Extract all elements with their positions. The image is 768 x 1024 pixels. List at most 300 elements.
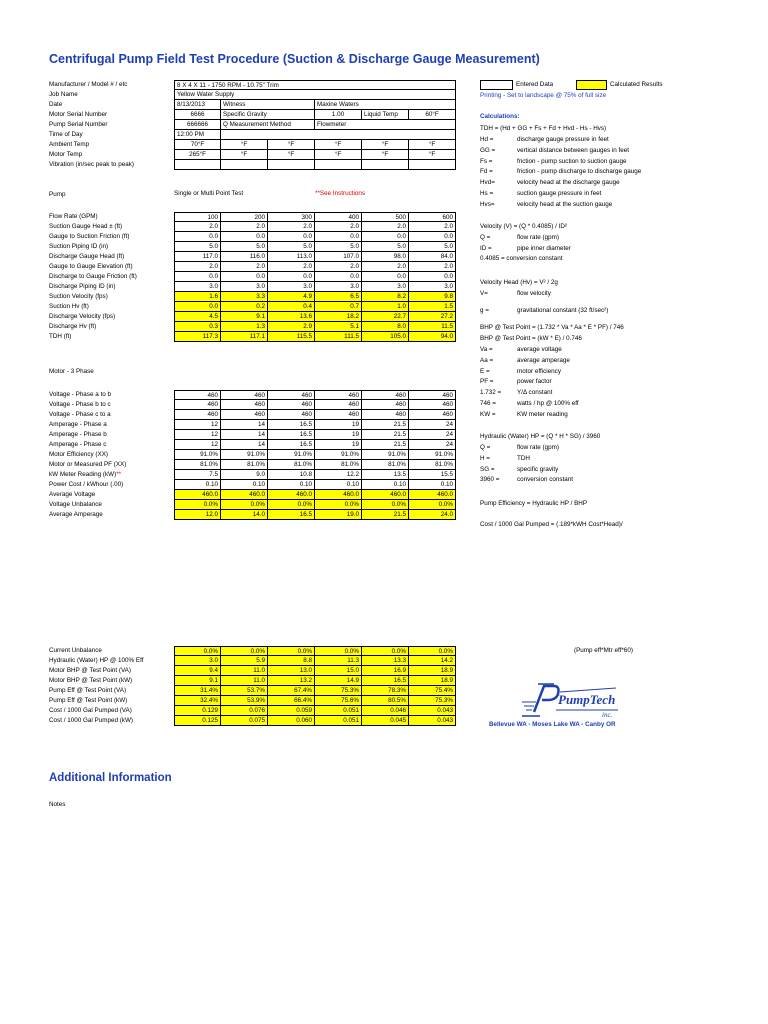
row-label-text: Amperage - Phase b [49,431,107,438]
definition-key: Aa = [480,356,494,364]
temp-cell[interactable]: 70°F [174,140,221,150]
value-cell: 15.0 [315,666,362,676]
definition-value: velocity head at the discharge gauge [517,179,620,187]
definition-row [480,135,609,146]
value-cell: 8.0 [362,322,409,332]
value-cell[interactable]: 0.0 [409,272,456,282]
value-cell[interactable]: 0.0 [268,272,315,282]
value-cell[interactable]: 24 [409,430,456,440]
value-cell: 0.0% [268,646,315,656]
value-cell[interactable]: 21.5 [362,440,409,450]
value-cell[interactable]: 460 [362,400,409,410]
value-cell[interactable]: 460 [221,390,268,400]
value-cell: 13.3 [362,656,409,666]
value-cell[interactable]: 460 [409,400,456,410]
value-cell[interactable]: 81.0% [362,460,409,470]
value-cell[interactable]: 117.0 [174,252,221,262]
value-cell[interactable]: 7.5 [174,470,221,480]
value-cell: 460.0 [268,490,315,500]
value-cell[interactable]: 2.0 [268,222,315,232]
value-cell[interactable]: 200 [221,212,268,222]
value-cell[interactable]: 0.0 [315,232,362,242]
header-label: Time of Day [49,131,83,138]
value-cell[interactable]: 2.0 [174,262,221,272]
table-row [174,332,456,342]
value-cell[interactable]: 84.0 [409,252,456,262]
value-cell[interactable]: 5.0 [221,242,268,252]
value-cell[interactable]: 81.0% [315,460,362,470]
row-label-text: Suction Hv (ft) [49,303,89,310]
temp-cell[interactable]: °F [315,140,362,150]
value-cell: 0.2 [221,302,268,312]
value-cell[interactable]: 2.0 [409,222,456,232]
header-label: Job Name [49,91,78,98]
value-cell[interactable]: 91.0% [409,450,456,460]
value-cell: 2.9 [268,322,315,332]
definition-value: flow velocity [517,290,551,297]
value-cell[interactable]: 400 [315,212,362,222]
row-label-text: Suction Velocity (fps) [49,293,108,300]
value-cell[interactable]: 5.0 [174,242,221,252]
definition-row [480,345,562,356]
value-cell[interactable]: 600 [409,212,456,222]
value-cell[interactable]: 12 [174,420,221,430]
value-cell[interactable]: 13.5 [362,470,409,480]
temp-cell[interactable]: °F [362,150,409,160]
value-cell[interactable]: 2.0 [362,222,409,232]
table-row [174,500,456,510]
value-cell: 0.0% [315,646,362,656]
value-cell[interactable]: 2.0 [221,262,268,272]
value-cell[interactable]: 91.0% [174,450,221,460]
definition-key: ID = [480,244,492,252]
definition-value: Y/Δ constant [517,389,553,397]
value-cell[interactable]: 460 [362,410,409,420]
definition-key: KW = [480,410,496,418]
value-cell[interactable]: 15.5 [409,470,456,480]
job-name-row [174,90,456,100]
temp-cell[interactable]: °F [409,140,456,150]
row-label [49,480,123,490]
table-row [174,430,456,440]
value-cell[interactable]: 91.0% [268,450,315,460]
definition-key: 3960 = [480,476,500,484]
temp-cell[interactable] [315,160,362,170]
value-cell[interactable]: 5.0 [362,242,409,252]
pump-section-label: Pump [49,191,66,198]
row-label [49,312,115,322]
value-cell[interactable]: 19 [315,440,362,450]
value-cell[interactable]: 460 [409,390,456,400]
value-cell[interactable]: 12 [174,430,221,440]
value-cell[interactable]: 14 [221,440,268,450]
value-cell[interactable]: 3.0 [221,282,268,292]
value-cell[interactable]: 2.0 [362,262,409,272]
temp-cell[interactable] [362,160,409,170]
value-cell[interactable]: 0.0 [362,232,409,242]
sg-cell[interactable]: 1.00 [315,110,362,120]
job-name-cell[interactable]: Yellow Water Supply [174,90,456,100]
value-cell[interactable]: 19 [315,430,362,440]
row-label [49,212,98,222]
row-label [49,656,143,666]
header-label: Vibration (in/sec peak to peak) [49,161,134,168]
value-cell[interactable]: 91.0% [315,450,362,460]
value-cell: 11.0 [221,676,268,686]
temp-cell[interactable]: °F [315,150,362,160]
value-cell: 460.0 [221,490,268,500]
value-cell[interactable]: 500 [362,212,409,222]
row-label [49,490,95,500]
value-cell[interactable]: 91.0% [221,450,268,460]
definition-row [480,465,558,476]
value-cell[interactable]: 81.0% [221,460,268,470]
row-label-text: Amperage - Phase a [49,421,107,428]
value-cell: 0.060 [268,716,315,726]
definition-row [480,399,579,410]
pump-serial-cell[interactable]: 666666 [174,120,221,130]
value-cell: 75.6% [315,696,362,706]
motor-temp-row [174,150,456,160]
value-cell[interactable]: 0.0 [174,272,221,282]
value-cell[interactable]: 100 [174,212,221,222]
table-row [174,676,456,686]
value-cell: 14.0 [221,510,268,520]
table-row [174,390,456,400]
definition-key: Hs = [480,190,494,197]
value-cell: 16.5 [362,676,409,686]
value-cell: 18.2 [315,312,362,322]
definition-key: PF = [480,378,494,386]
temp-cell[interactable]: 265°F [174,150,221,160]
value-cell[interactable]: 116.0 [221,252,268,262]
value-cell[interactable]: 91.0% [362,450,409,460]
value-cell: 0.076 [221,706,268,716]
value-cell: 0.0% [315,500,362,510]
value-cell: 53.7% [221,686,268,696]
value-cell[interactable]: 107.0 [315,252,362,262]
value-cell: 5.1 [315,322,362,332]
row-label [49,262,133,272]
definition-key: Q = [480,444,491,451]
row-label-text: Voltage - Phase c to a [49,411,111,418]
bhp-formula-va: BHP @ Test Point = (1.732 * Va * Aa * E * PF) / 746 [480,324,624,331]
row-label-text: Pump Eff @ Test Point (kW) [49,697,128,704]
value-cell: 9.4 [174,666,221,676]
temp-cell[interactable]: °F [409,150,456,160]
table-row [174,716,456,726]
value-cell: 0.043 [409,716,456,726]
value-cell[interactable]: 3.0 [315,282,362,292]
q-method-cell[interactable]: Flowmeter [315,120,456,130]
value-cell: 13.2 [268,676,315,686]
value-cell: 11.0 [221,666,268,676]
definition-value: conversion constant [517,476,574,484]
value-cell[interactable]: 0.0 [174,232,221,242]
value-cell: 14.9 [315,676,362,686]
value-cell[interactable]: 460 [362,390,409,400]
value-cell: 13.6 [268,312,315,322]
value-cell[interactable]: 460 [315,400,362,410]
value-cell[interactable]: 0.0 [221,272,268,282]
header-label: Motor Serial Number [49,111,108,118]
value-cell[interactable]: 0.0 [362,272,409,282]
value-cell[interactable]: 0.10 [174,480,221,490]
value-cell[interactable]: 3.0 [268,282,315,292]
value-cell[interactable]: 460 [221,400,268,410]
value-cell[interactable]: 460 [174,390,221,400]
value-cell[interactable]: 460 [174,400,221,410]
row-label-text: Gauge to Suction Friction (ft) [49,233,130,240]
ambient-temp-row [174,140,456,150]
definition-value: watts / hp @ 100% eff [517,400,579,407]
value-cell: 18.9 [409,676,456,686]
row-label [49,676,132,686]
value-cell[interactable]: 5.0 [409,242,456,252]
value-cell: 5.9 [221,656,268,666]
value-cell: 75.4% [409,686,456,696]
liquid-temp-label: Liquid Temp [362,110,409,120]
value-cell[interactable]: 460 [268,400,315,410]
table-row [174,322,456,332]
value-cell: 1.5 [409,302,456,312]
logo-inc: inc. [602,711,613,719]
velocity-head-formula: Velocity Head (Hv) = V² / 2g [480,279,558,286]
value-cell[interactable]: 2.0 [221,222,268,232]
row-label-text: Pump Eff @ Test Point (VA) [49,687,127,694]
value-cell[interactable]: 24 [409,420,456,430]
row-label [49,272,137,282]
table-row [174,450,456,460]
value-cell[interactable]: 2.0 [315,262,362,272]
value-cell: 0.075 [221,716,268,726]
value-cell[interactable]: 113.0 [268,252,315,262]
value-cell: 19.0 [315,510,362,520]
value-cell: 11.3 [315,656,362,666]
table-row [174,292,456,302]
value-cell[interactable]: 16.5 [268,420,315,430]
temp-cell[interactable]: °F [268,140,315,150]
value-cell: 0.4 [268,302,315,312]
table-row [174,470,456,480]
table-row [174,686,456,696]
value-cell: 3.0 [174,656,221,666]
value-cell: 460.0 [409,490,456,500]
definition-row [480,443,559,454]
definition-key: GG = [480,146,496,154]
table-row [174,232,456,242]
calculated-swatch [576,80,607,90]
value-cell[interactable]: 81.0% [174,460,221,470]
value-cell[interactable]: 16.5 [268,440,315,450]
value-cell: 0.045 [362,716,409,726]
definition-row [480,244,571,255]
row-label-text: Average Amperage [49,511,103,518]
temp-cell[interactable] [221,160,268,170]
value-cell[interactable]: 2.0 [315,222,362,232]
value-cell[interactable]: 460 [174,410,221,420]
value-cell: 27.2 [409,312,456,322]
definition-value: TDH [517,454,530,462]
value-cell: 4.9 [268,292,315,302]
value-cell[interactable]: 2.0 [268,262,315,272]
table-row [174,400,456,410]
value-cell[interactable]: 0.10 [221,480,268,490]
value-cell: 0.0 [174,302,221,312]
definition-row [480,377,552,388]
value-cell[interactable]: 0.0 [268,232,315,242]
definition-row [480,146,629,157]
table-row [174,262,456,272]
date-row [174,100,456,110]
velocity-constant: 0.4085 = conversion constant [480,255,563,262]
definition-value: motor efficiency [517,367,561,375]
temp-cell[interactable]: °F [268,150,315,160]
table-row [174,282,456,292]
definition-value: KW meter reading [517,410,568,418]
table-row [174,302,456,312]
row-label-text: Voltage - Phase a to b [49,391,111,398]
value-cell[interactable]: 16.5 [268,430,315,440]
witness-cell[interactable]: Maxine Waters [315,100,456,110]
definition-key: V= [480,290,488,297]
row-label-text: Motor or Measured PF (XX) [49,461,127,468]
header-label: Manufacturer / Model # / etc [49,81,128,88]
motor-serial-cell[interactable]: 6666 [174,110,221,120]
witness-label: Witness [221,100,315,110]
row-label-text: Motor Efficiency (XX) [49,451,109,458]
value-cell: 16.5 [268,510,315,520]
row-label-text: Discharge to Gauge Friction (ft) [49,273,137,280]
row-label-text: Gauge to Gauge Elevation (ft) [49,263,133,270]
entered-data-label: Entered Data [516,81,554,88]
row-label [49,440,106,450]
value-cell[interactable]: 24 [409,440,456,450]
value-cell[interactable]: 0.0 [409,232,456,242]
value-cell: 0.129 [174,706,221,716]
row-label [49,302,89,312]
temp-cell[interactable] [409,160,456,170]
see-instructions-note: **See Instructions [315,190,366,197]
value-cell[interactable]: 0.10 [409,480,456,490]
definition-row [480,356,570,367]
row-label [49,292,108,302]
value-cell[interactable]: 460 [315,410,362,420]
value-cell[interactable]: 9.0 [221,470,268,480]
value-cell[interactable]: 21.5 [362,420,409,430]
value-cell[interactable]: 300 [268,212,315,222]
value-cell[interactable]: 81.0% [268,460,315,470]
definition-row [480,189,601,200]
row-label-text: Discharge Piping ID (in) [49,283,116,290]
definition-row [480,200,612,211]
definition-key: Fs = [480,157,493,165]
header-label: Ambient Temp [49,141,90,148]
value-cell[interactable]: 3.0 [409,282,456,292]
table-row [174,440,456,450]
definition-value: average amperage [517,356,570,364]
table-row [174,420,456,430]
temp-cell[interactable]: °F [221,140,268,150]
bhp-formula-kw: BHP @ Test Point = (kW * E) / 0.746 [480,335,582,342]
liquid-temp-cell[interactable]: 60°F [409,110,456,120]
cost-formula: Cost / 1000 Gal Pumped = (.189*kWH Cost*Head)/ [480,521,623,528]
value-cell: 0.7 [315,302,362,312]
value-cell: 0.043 [409,706,456,716]
value-cell[interactable]: 0.10 [362,480,409,490]
definition-row [480,178,620,189]
row-label [49,242,108,252]
value-cell: 14.2 [409,656,456,666]
value-cell[interactable]: 14 [221,430,268,440]
value-cell[interactable]: 21.5 [362,430,409,440]
header-label: Date [49,101,63,108]
row-label-text: Discharge Gauge Head (ft) [49,253,125,260]
value-cell[interactable]: 2.0 [174,222,221,232]
row-label [49,500,102,510]
value-cell[interactable]: 460 [221,410,268,420]
value-cell[interactable]: 14 [221,420,268,430]
definition-value: pipe inner diameter [517,244,571,252]
value-cell[interactable]: 19 [315,420,362,430]
value-cell: 117.3 [174,332,221,342]
definition-key: 1.732 = [480,389,502,397]
manufacturer-cell[interactable]: 8 X 4 X 11 - 1750 RPM - 10.75" Trim [174,80,456,90]
definition-key: Hvd= [480,179,495,187]
value-cell[interactable]: 0.10 [268,480,315,490]
value-cell: 0.3 [174,322,221,332]
value-cell: 12.0 [174,510,221,520]
value-cell[interactable]: 2.0 [409,262,456,272]
value-cell[interactable]: 0.10 [315,480,362,490]
row-label-text: Motor BHP @ Test Point (kW) [49,677,133,684]
row-label [49,400,111,410]
value-cell[interactable]: 81.0% [409,460,456,470]
definition-row [480,289,551,300]
table-row [174,272,456,282]
value-cell[interactable]: 12 [174,440,221,450]
value-cell[interactable]: 3.0 [362,282,409,292]
temp-cell[interactable]: °F [362,140,409,150]
value-cell: 111.5 [315,332,362,342]
time-cell[interactable]: 12:00 PM [174,130,221,140]
value-cell[interactable]: 460 [409,410,456,420]
date-cell[interactable]: 8/13/2013 [174,100,221,110]
page-title: Centrifugal Pump Field Test Procedure (Suction & Discharge Gauge Measurement) [49,52,540,66]
temp-cell[interactable] [174,160,221,170]
value-cell[interactable]: 0.0 [315,272,362,282]
value-cell[interactable]: 0.0 [221,232,268,242]
value-cell[interactable]: 3.0 [174,282,221,292]
value-cell[interactable]: 10.8 [268,470,315,480]
value-cell[interactable]: 460 [268,390,315,400]
table-row [174,460,456,470]
definition-row [480,233,559,244]
temp-cell[interactable]: °F [221,150,268,160]
value-cell[interactable]: 460 [268,410,315,420]
temp-cell[interactable] [268,160,315,170]
table-row [174,696,456,706]
value-cell[interactable]: 12.2 [315,470,362,480]
value-cell[interactable]: 460 [315,390,362,400]
value-cell[interactable]: 5.0 [315,242,362,252]
definition-key: 746 = [480,400,496,407]
value-cell[interactable]: 98.0 [362,252,409,262]
definition-value: gravitational constant (32 ft/sec²) [517,307,609,314]
value-cell[interactable]: 5.0 [268,242,315,252]
value-cell: 1.3 [221,322,268,332]
row-label [49,420,107,430]
